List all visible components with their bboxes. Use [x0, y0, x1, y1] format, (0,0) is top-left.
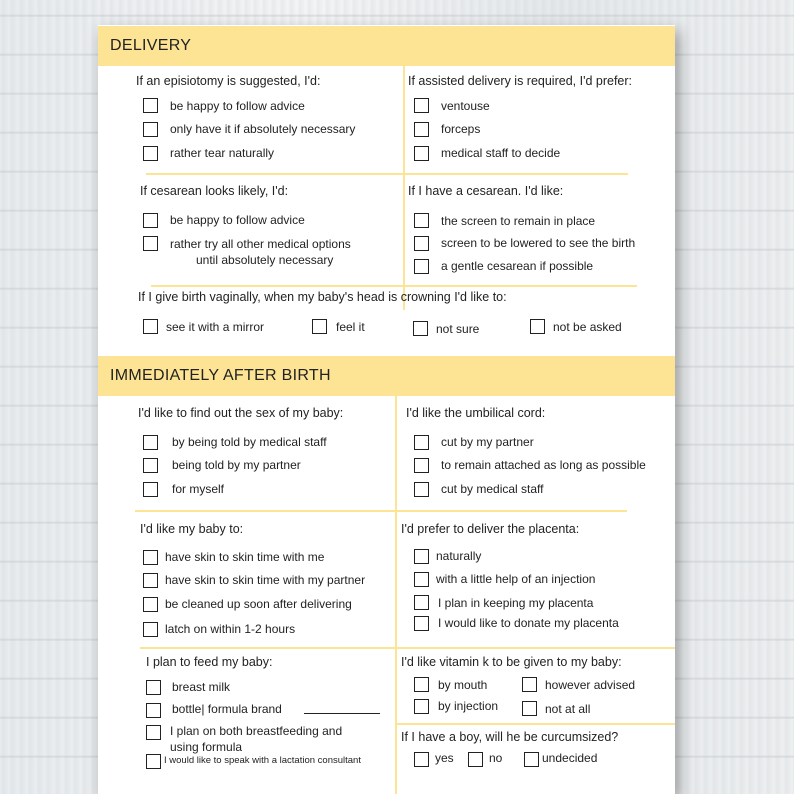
after-birth-divider-horizontal-2 [140, 647, 675, 649]
circumcision-option-1: yes [435, 751, 454, 765]
baby-checkbox-1[interactable] [143, 550, 158, 565]
cesarean-likely-option-2-continued: until absolutely necessary [196, 253, 334, 267]
formula-brand-blank-line[interactable] [304, 713, 380, 714]
delivery-title: DELIVERY [110, 37, 192, 54]
cesarean-option-3: a gentle cesarean if possible [441, 259, 594, 273]
assisted-checkbox-3[interactable] [414, 146, 429, 161]
cesarean-checkbox-1[interactable] [414, 213, 429, 228]
feed-checkbox-3[interactable] [146, 725, 161, 740]
placenta-checkbox-4[interactable] [414, 616, 429, 631]
cesarean-option-2: screen to be lowered to see the birth [441, 236, 636, 250]
vitamin-k-option-1: by mouth [438, 678, 488, 692]
cord-checkbox-1[interactable] [414, 435, 429, 450]
assisted-checkbox-2[interactable] [414, 122, 429, 137]
baby-option-2: have skin to skin time with my partner [165, 573, 366, 587]
sex-question: I'd like to find out the sex of my baby: [138, 406, 344, 420]
baby-checkbox-4[interactable] [143, 622, 158, 637]
cesarean-likely-option-2: rather try all other medical options [170, 237, 351, 251]
vitamin-k-checkbox-3[interactable] [414, 699, 429, 714]
baby-question: I'd like my baby to: [140, 522, 244, 536]
after-birth-divider-horizontal-1 [135, 510, 627, 512]
cesarean-likely-checkbox-1[interactable] [143, 213, 158, 228]
episiotomy-option-2: only have it if absolutely necessary [170, 122, 356, 136]
after-birth-divider-vertical [395, 396, 397, 794]
feed-option-3: I plan on both breastfeeding and [170, 724, 343, 738]
circumcision-checkbox-3[interactable] [524, 752, 539, 767]
sex-checkbox-2[interactable] [143, 458, 158, 473]
delivery-section-header [98, 26, 675, 66]
sex-checkbox-3[interactable] [143, 482, 158, 497]
sex-option-1: by being told by medical staff [172, 435, 327, 449]
circumcision-option-2: no [489, 751, 503, 765]
cesarean-question: If I have a cesarean. I'd like: [408, 184, 564, 198]
feed-option-3-continued: using formula [170, 740, 243, 754]
vitamin-k-checkbox-1[interactable] [414, 677, 429, 692]
placenta-question: I'd prefer to deliver the placenta: [401, 522, 580, 536]
placenta-option-4: I would like to donate my placenta [438, 616, 619, 630]
circumcision-option-3: undecided [542, 751, 598, 765]
sex-checkbox-1[interactable] [143, 435, 158, 450]
placenta-checkbox-3[interactable] [414, 595, 429, 610]
feed-option-1: breast milk [172, 680, 231, 694]
crowning-option-1: see it with a mirror [166, 320, 265, 334]
after-birth-title: IMMEDIATELY AFTER BIRTH [110, 367, 331, 384]
cord-option-2: to remain attached as long as possible [441, 458, 646, 472]
baby-option-1: have skin to skin time with me [165, 550, 325, 564]
episiotomy-checkbox-3[interactable] [143, 146, 158, 161]
baby-option-3: be cleaned up soon after delivering [165, 597, 352, 611]
episiotomy-checkbox-2[interactable] [143, 122, 158, 137]
circumcision-checkbox-2[interactable] [468, 752, 483, 767]
assisted-option-3: medical staff to decide [441, 146, 561, 160]
placenta-option-1: naturally [436, 549, 482, 563]
placenta-checkbox-1[interactable] [414, 549, 429, 564]
cesarean-likely-option-1: be happy to follow advice [170, 213, 305, 227]
crowning-checkbox-3[interactable] [413, 321, 428, 336]
cord-option-3: cut by medical staff [441, 482, 544, 496]
crowning-checkbox-2[interactable] [312, 319, 327, 334]
cesarean-option-1: the screen to remain in place [441, 214, 596, 228]
cesarean-likely-question: If cesarean looks likely, I'd: [140, 184, 289, 198]
feed-option-4: I would like to speak with a lactation consultant [164, 755, 361, 766]
circumcision-checkbox-1[interactable] [414, 752, 429, 767]
feed-checkbox-4[interactable] [146, 754, 161, 769]
crowning-checkbox-1[interactable] [143, 319, 158, 334]
after-birth-section-header [98, 356, 675, 396]
cesarean-likely-checkbox-2[interactable] [143, 236, 158, 251]
vitamin-k-question: I'd like vitamin k to be given to my baby: [401, 655, 622, 669]
baby-checkbox-2[interactable] [143, 573, 158, 588]
birth-plan-page [98, 25, 675, 794]
cord-option-1: cut by my partner [441, 435, 534, 449]
baby-checkbox-3[interactable] [143, 597, 158, 612]
crowning-question: If I give birth vaginally, when my baby's head is crowning I'd like to: [138, 290, 507, 304]
cord-checkbox-3[interactable] [414, 482, 429, 497]
placenta-option-2: with a little help of an injection [436, 572, 596, 586]
vitamin-k-option-3: by injection [438, 699, 499, 713]
delivery-divider-vertical [403, 66, 405, 310]
vitamin-k-option-2: however advised [545, 678, 636, 692]
feed-checkbox-2[interactable] [146, 703, 161, 718]
vitamin-k-checkbox-4[interactable] [522, 701, 537, 716]
vitamin-k-checkbox-2[interactable] [522, 677, 537, 692]
cord-checkbox-2[interactable] [414, 458, 429, 473]
episiotomy-option-3: rather tear naturally [170, 146, 275, 160]
crowning-option-2: feel it [336, 320, 365, 334]
baby-option-4: latch on within 1-2 hours [165, 622, 296, 636]
assisted-option-1: ventouse [441, 99, 490, 113]
crowning-option-4: not be asked [553, 320, 622, 334]
assisted-question: If assisted delivery is required, I'd prefer: [408, 74, 633, 88]
cesarean-checkbox-3[interactable] [414, 259, 429, 274]
episiotomy-option-1: be happy to follow advice [170, 99, 305, 113]
crowning-checkbox-4[interactable] [530, 319, 545, 334]
circumcision-question: If I have a boy, will he be curcumsized? [401, 730, 619, 744]
assisted-checkbox-1[interactable] [414, 98, 429, 113]
sex-option-2: being told by my partner [172, 458, 301, 472]
after-birth-divider-horizontal-3 [395, 723, 675, 725]
episiotomy-question: If an episiotomy is suggested, I'd: [136, 74, 321, 88]
feed-option-2: bottle| formula brand [172, 702, 282, 716]
placenta-option-3: I plan in keeping my placenta [438, 596, 594, 610]
sex-option-3: for myself [172, 482, 225, 496]
placenta-checkbox-2[interactable] [414, 572, 429, 587]
cord-question: I'd like the umbilical cord: [406, 406, 546, 420]
delivery-divider-horizontal-2 [151, 285, 637, 287]
cesarean-checkbox-2[interactable] [414, 236, 429, 251]
feed-question: I plan to feed my baby: [146, 655, 273, 669]
feed-checkbox-1[interactable] [146, 680, 161, 695]
crowning-option-3: not sure [436, 322, 480, 336]
assisted-option-2: forceps [441, 122, 481, 136]
episiotomy-checkbox-1[interactable] [143, 98, 158, 113]
delivery-divider-horizontal [146, 173, 628, 175]
vitamin-k-option-4: not at all [545, 702, 591, 716]
